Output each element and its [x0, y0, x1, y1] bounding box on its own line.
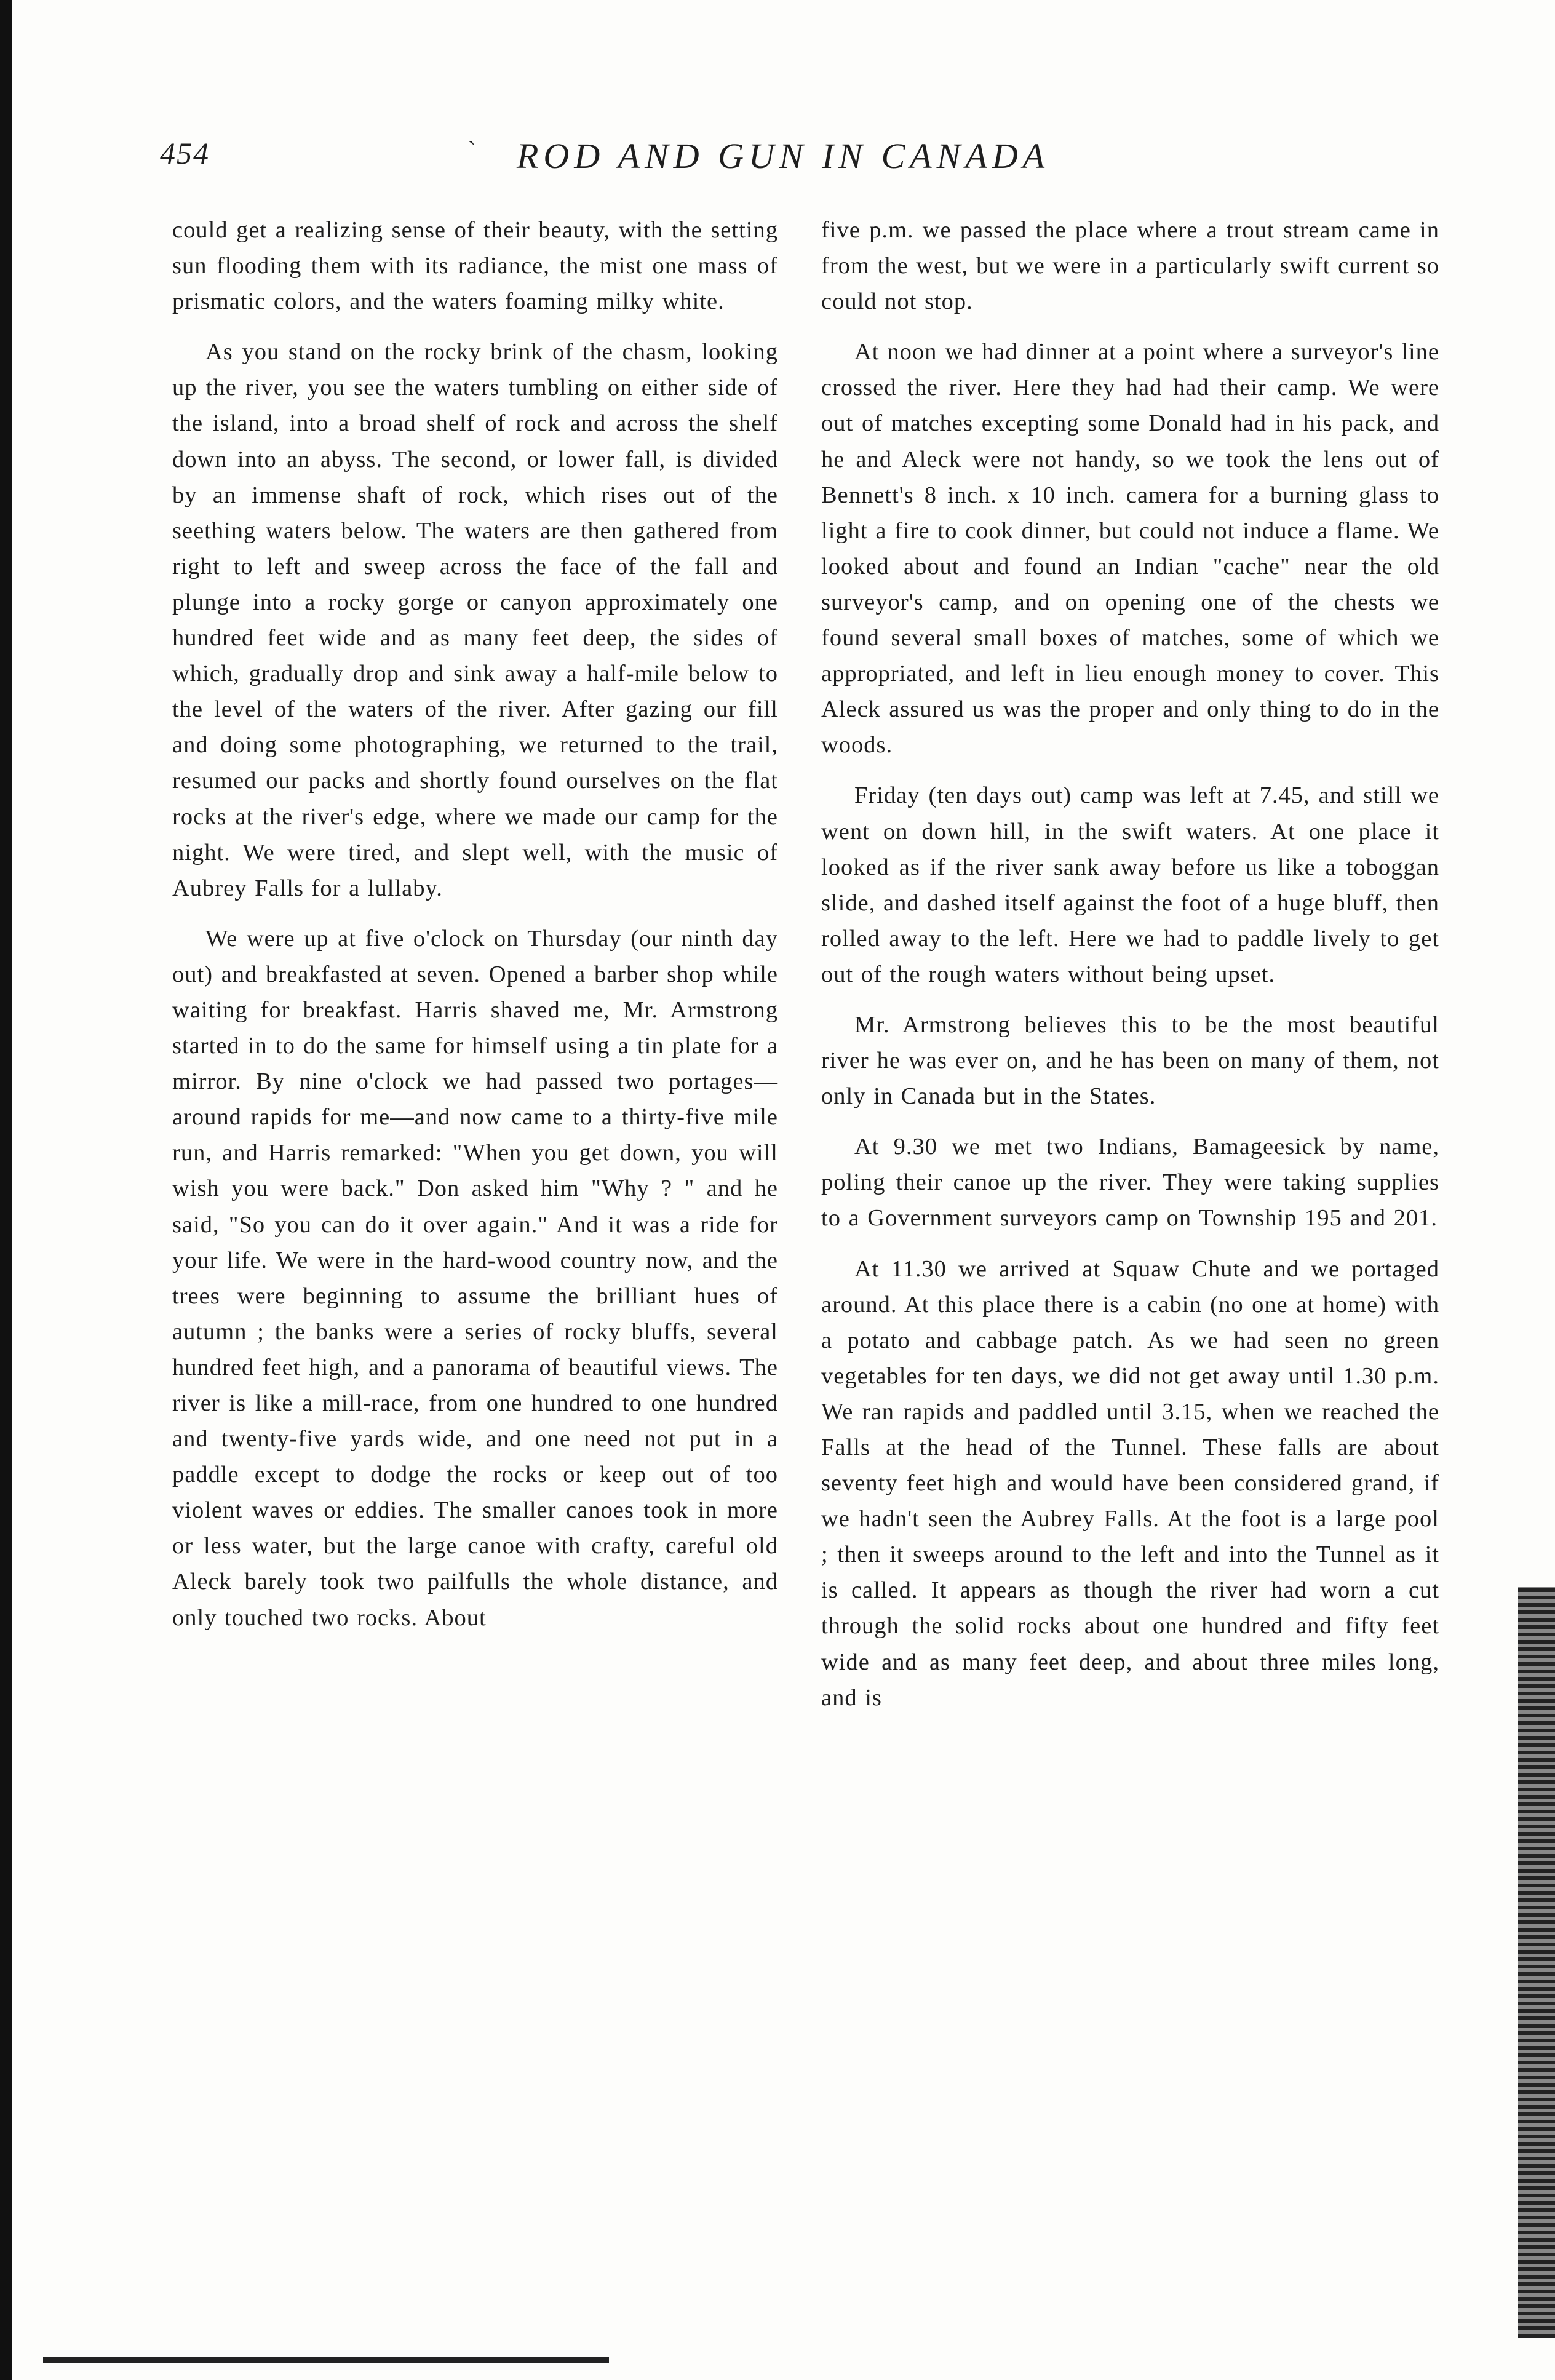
- running-title: ROD AND GUN IN CANADA: [517, 136, 1050, 176]
- page-header: [160, 135, 1439, 191]
- left-text-column: [172, 212, 778, 1650]
- paragraph: At 11.30 we arrived at Squaw Chute and we portaged around. At this place there is a cabin (no one at home) with a potato and cabbage patch. As we had seen no green vegetables for ten days, we did not get away until 1.30 p.m. We ran rapids and paddled until 3.15, when we reached the Falls at the head of the Tunnel. These falls are about seventy feet high and would have been considered grand, if we hadn't seen the Aubrey Falls. At the foot is a large pool ; then it sweeps around to the left and into the Tunnel as it is called. It appears as though the river had worn a cut through the solid rocks about one hundred and fifty feet wide and as many feet deep, and about three miles long, and is: [821, 1256, 1439, 1711]
- paragraph: could get a realizing sense of their beauty, with the setting sun flooding them with its radiance, the mist one mass of prismatic colors, and the waters foaming milky white.: [172, 217, 778, 315]
- page-number: 454: [160, 136, 210, 170]
- header-tick-mark: `: [467, 136, 476, 164]
- paragraph: At noon we had dinner at a point where a surveyor's line crossed the river. Here they had had their camp. We were out of matches excepting some Donald had in his pack, and he and Aleck were not handy, so we took the lens out of Bennett's 8 inch. x 10 inch. camera for a burning glass to light a fire to cook dinner, but could not induce a flame. We looked about and found an Indian "cache" near the old surveyor's camp, and on opening one of the chests we found several small boxes of matches, some of which we appropriated, and left in lieu enough money to cover. This Aleck assured us was the proper and only thing to do in the woods.: [821, 339, 1439, 758]
- right-text-column: [821, 212, 1439, 1730]
- paragraph: As you stand on the rocky brink of the chasm, looking up the river, you see the waters tumbling on either side of the island, into a broad shelf of rock and across the shelf down into an abyss. The second, or lower fall, is divided by an immense shaft of rock, which rises out of the seething waters below. The waters are then gathered from right to left and sweep across the face of the fall and plunge into a rocky gorge or canyon approximately one hundred feet wide and as many feet deep, the sides of which, gradually drop and sink away a half-mile below to the level of the waters of the river. After gazing our fill and doing some photographing, we returned to the trail, resumed our packs and shortly found ourselves on the flat rocks at the river's edge, where we made our camp for the night. We were tired, and slept well, with the music of Aubrey Falls for a lullaby.: [172, 339, 778, 901]
- paragraph: Mr. Armstrong believes this to be the most beautiful river he was ever on, and he has been on many of them, not only in Canada but in the States.: [821, 1011, 1439, 1110]
- paragraph: five p.m. we passed the place where a trout stream came in from the west, but we were in a particularly swift current so could not stop.: [821, 217, 1439, 315]
- scan-binding-edge: [0, 0, 12, 2380]
- paragraph: At 9.30 we met two Indians, Bamageesick by name, poling their canoe up the river. They were taking supplies to a Government surveyors camp on Township 195 and 201.: [821, 1134, 1439, 1232]
- scan-page-edge: [1518, 1587, 1555, 2338]
- bottom-rule: [43, 2357, 609, 2363]
- paragraph: Friday (ten days out) camp was left at 7.45, and still we went on down hill, in the swift waters. At one place it looked as if the river sank away before us like a toboggan slide, and dashed itself against the foot of a huge bluff, then rolled away to the left. Here we had to paddle lively to get out of the rough waters without being upset.: [821, 782, 1439, 987]
- paragraph: We were up at five o'clock on Thursday (our ninth day out) and breakfasted at seven. Opened a barber shop while waiting for breakfast. Harris shaved me, Mr. Armstrong started in to do the same for himself using a tin plate for a mirror. By nine o'clock we had passed two portages—around rapids for me—and now came to a thirty-five mile run, and Harris remarked: "When you get down, you will wish you were back." Don asked him "Why ? " and he said, "So you can do it over again." And it was a ride for your life. We were in the hard-wood country now, and the trees were beginning to assume the brilliant hues of autumn ; the banks were a series of rocky bluffs, several hundred feet high, and a panorama of beautiful views. The river is like a mill-race, from one hundred to one hundred and twenty-five yards wide, and one need not put in a paddle except to dodge the rocks or keep out of too violent waves or eddies. The smaller canoes took in more or less water, but the large canoe with crafty, careful old Aleck barely took two pailfulls the whole distance, and only touched two rocks. About: [172, 925, 778, 1631]
